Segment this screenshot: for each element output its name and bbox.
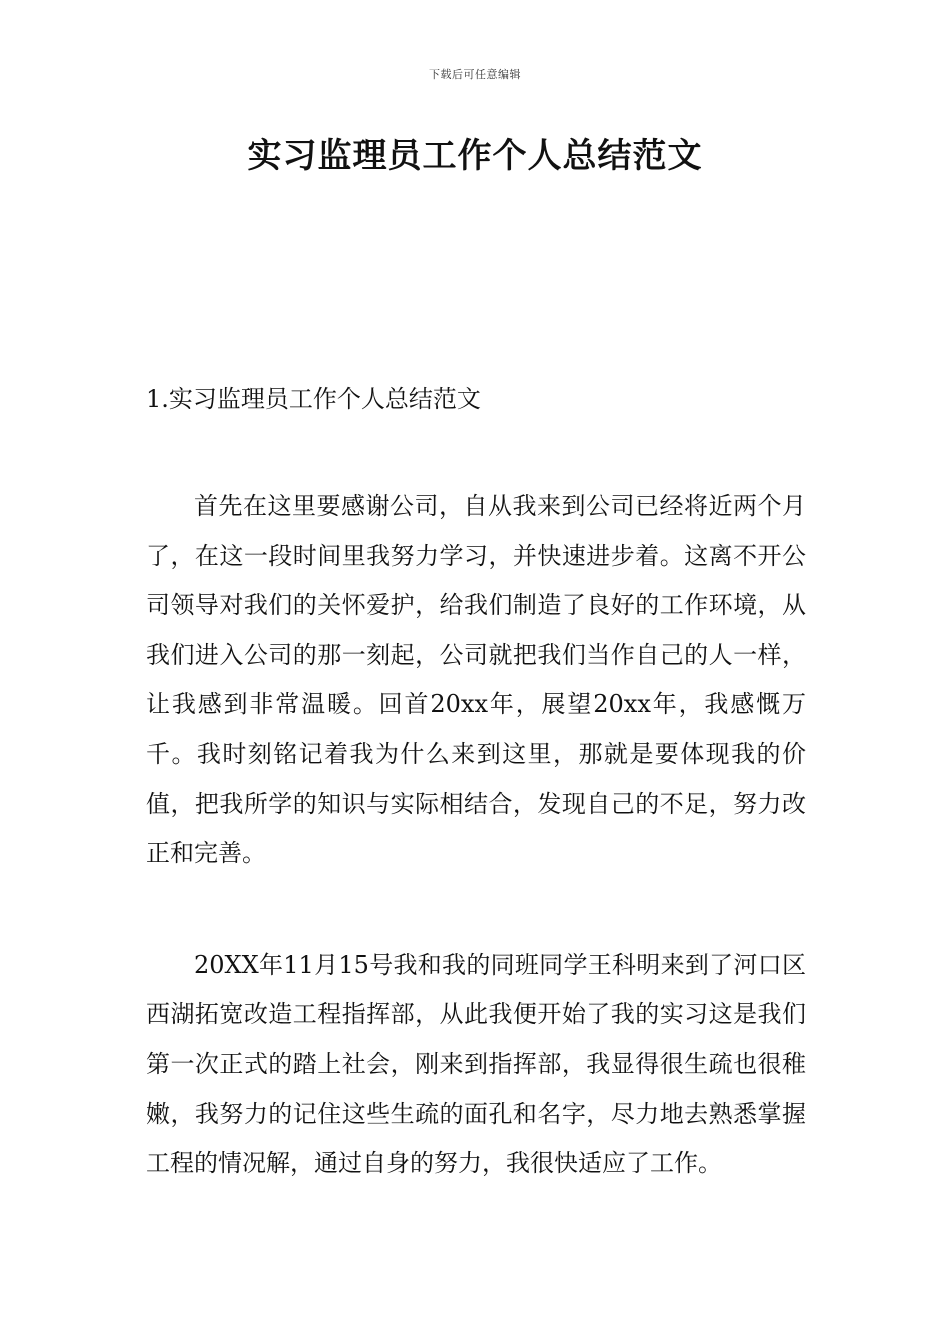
page-header-note: 下载后可任意编辑 (429, 68, 521, 81)
document-body (146, 378, 806, 1189)
paragraph-2: 20XX年11月15号我和我的同班同学王科明来到了河口区西湖拓宽改造工程指挥部，从此我便开始了我的实习这是我们第一次正式的踏上社会，刚来到指挥部，我显得很生疏也很稚嫩，我努力的记住这些生疏的面孔和名字，尽力地去熟悉掌握工程的情况解，通过自身的努力，我很快适应了工作。 (146, 950, 806, 1178)
document-title: 实习监理员工作个人总结范文 (247, 136, 703, 176)
paragraph-1: 首先在这里要感谢公司，自从我来到公司已经将近两个月了，在这一段时间里我努力学习，并快速进步着。这离不开公司领导对我们的关怀爱护，给我们制造了良好的工作环境，从我们进入公司的那一刻起，公司就把我们当作自己的人一样，让我感到非常温暖。回首20xx年，展望20xx年，我感慨万千。我时刻铭记着我为什么来到这里，那就是要体现我的价值，把我所学的知识与实际相结合，发现自己的不足，努力改正和完善。 (146, 492, 806, 868)
section-heading: 1.实习监理员工作个人总结范文 (146, 385, 481, 413)
